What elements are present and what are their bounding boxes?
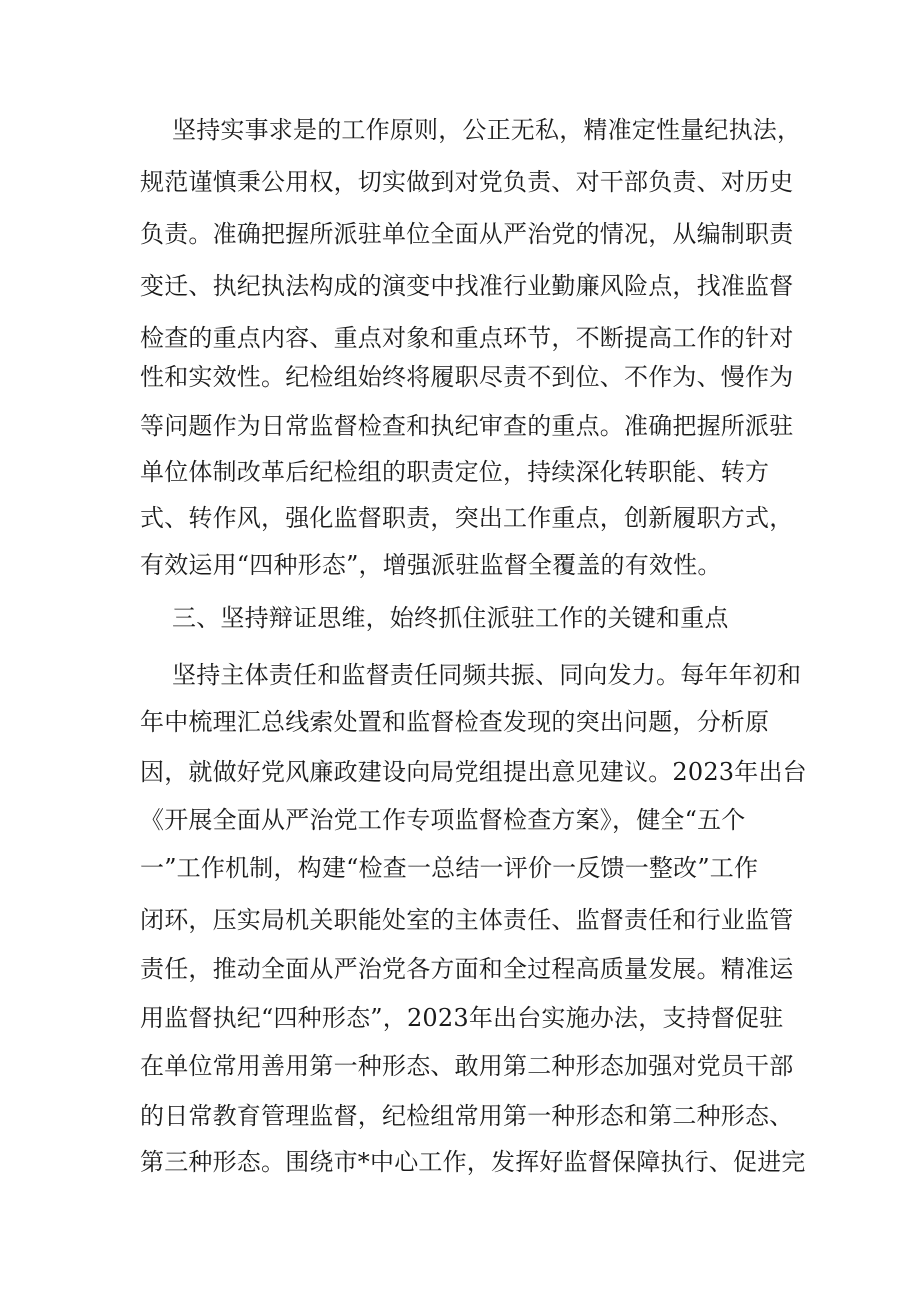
paragraph-line: 有效运用“四种形态”，增强派驻监督全覆盖的有效性。 <box>140 551 722 579</box>
paragraph-line: 《开展全面从严治党工作专项监督检查方案》，健全“五个 <box>140 806 746 834</box>
paragraph-line: 负责。准确把握所派驻单位全面从严治党的情况，从编制职责 <box>140 220 794 248</box>
paragraph-line: 变迁、执纪执法构成的演变中找准行业勤廉风险点，找准监督 <box>140 272 794 300</box>
paragraph-line: 坚持实事求是的工作原则，公正无私，精准定性量纪执法， <box>172 116 802 144</box>
section-heading: 三、坚持辩证思维，始终抓住派驻工作的关键和重点 <box>172 604 729 632</box>
paragraph-line: 责任，推动全面从严治党各方面和全过程高质量发展。精准运 <box>140 955 794 983</box>
paragraph-line: 年中梳理汇总线索处置和监督检查发现的突出问题，分析原 <box>140 708 770 736</box>
paragraph-line: 式、转作风，强化监督职责，突出工作重点，创新履职方式， <box>140 504 794 532</box>
paragraph-line: 坚持主体责任和监督责任同频共振、同向发力。每年年初和 <box>172 661 802 689</box>
paragraph-line: 规范谨慎秉公用权，切实做到对党负责、对干部负责、对历史 <box>140 168 794 196</box>
paragraph-line: 因，就做好党风廉政建设向局党组提出意见建议。2023年出台 <box>140 758 807 786</box>
paragraph-line: 等问题作为日常监督检查和执纪审查的重点。准确把握所派驻 <box>140 412 794 440</box>
paragraph-line: 性和实效性。纪检组始终将履职尽责不到位、不作为、慢作为 <box>140 363 794 391</box>
paragraph-line: 第三种形态。围绕市*中心工作，发挥好监督保障执行、促进完 <box>140 1148 806 1176</box>
paragraph-line: 用监督执纪“四种形态”，2023年出台实施办法，支持督促驻 <box>140 1004 784 1032</box>
paragraph-line: 闭环，压实局机关职能处室的主体责任、监督责任和行业监管 <box>140 906 794 934</box>
paragraph-line: 的日常教育管理监督，纪检组常用第一种形态和第二种形态、 <box>140 1102 794 1130</box>
paragraph-line: 一”工作机制，构建“检查一总结一评价一反馈一整改”工作 <box>140 854 759 882</box>
paragraph-line: 检查的重点内容、重点对象和重点环节，不断提高工作的针对 <box>140 324 794 352</box>
paragraph-line: 在单位常用善用第一种形态、敢用第二种形态加强对党员干部 <box>140 1052 794 1080</box>
paragraph-line: 单位体制改革后纪检组的职责定位，持续深化转职能、转方 <box>140 458 770 486</box>
